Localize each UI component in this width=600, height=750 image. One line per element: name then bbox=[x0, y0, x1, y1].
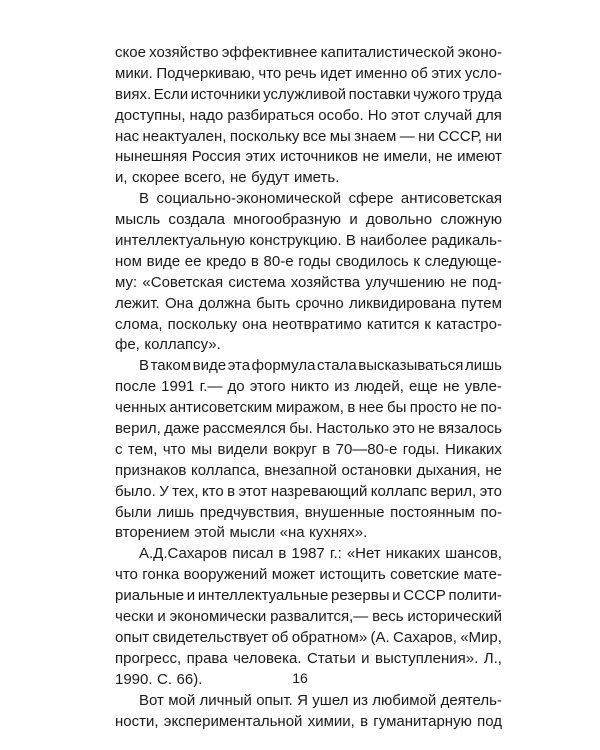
text-line: Вот мой личный опыт. Я ушел из любимой деятель- bbox=[139, 691, 502, 709]
text-line: риальные и интеллектуальные резервы и СССР полити- bbox=[115, 587, 502, 605]
text-line: верил, даже рассмеялся бы. Настолько это не вязалось bbox=[115, 420, 502, 438]
text-line: слома, поскольку она неотвратимо катится к катастро- bbox=[115, 315, 502, 333]
text-line: ности, экспериментальной химии, в гуманитарную под bbox=[115, 712, 502, 730]
text-line: А.Д.Сахаров писал в 1987 г.: «Нет никаких шансов, bbox=[139, 545, 502, 563]
text-line: были лишь предчувствия, внушенные постоянным по- bbox=[115, 503, 502, 521]
paragraph bbox=[115, 691, 502, 733]
text-line: прогресс, права человека. Статьи и выступления». Л., bbox=[115, 649, 502, 667]
paragraph bbox=[115, 43, 502, 189]
text-line: интеллектуальную конструкцию. В наиболее радикаль- bbox=[115, 232, 502, 250]
text-line: фе, коллапсу». bbox=[115, 336, 221, 354]
text-line: и, скорее всего, не будут иметь. bbox=[115, 169, 340, 187]
text-line: опыт свидетельствует об обратном» (А. Сахаров, «Мир, bbox=[115, 628, 502, 646]
text-line: ном виде ее кредо в 80-е годы сводилось к следующе- bbox=[115, 252, 502, 270]
page-number: 16 bbox=[292, 670, 308, 686]
text-line: 1990. С. 66). bbox=[115, 670, 203, 688]
text-line: что гонка вооружений может истощить советские мате- bbox=[115, 566, 502, 584]
text-line: после 1991 г.— до этого никто из людей, еще не увле- bbox=[115, 378, 502, 396]
page-body bbox=[115, 43, 502, 732]
text-line: вторением этой мысли «на кухнях». bbox=[115, 524, 368, 542]
paragraph bbox=[115, 356, 502, 544]
text-line: доступны, надо разбираться особо. Но этот случай для bbox=[115, 106, 502, 124]
text-line: ченных антисоветским миражом, в нее бы просто не по- bbox=[115, 399, 502, 417]
text-line: признаков коллапса, внезапной остановки дыхания, не bbox=[115, 461, 502, 479]
text-line: нас неактуален, поскольку все мы знаем — ни СССР, ни bbox=[115, 127, 502, 145]
text-line: виях. Если источники услужливой поставки чужого труда bbox=[115, 85, 502, 103]
text-line: нынешняя Россия этих источников не имели, не имеют bbox=[115, 148, 502, 166]
text-line: му: «Советская система хозяйства улучшению не под- bbox=[115, 273, 502, 291]
text-line: В социально-экономической сфере антисоветская bbox=[139, 190, 502, 208]
text-line: лежит. Она должна быть срочно ликвидирована путем bbox=[115, 294, 502, 312]
paragraph bbox=[115, 189, 502, 356]
text-line: чески и экономически развалится,— весь исторический bbox=[115, 608, 502, 626]
text-line: ское хозяйство эффективнее капиталистической эконо- bbox=[115, 44, 502, 61]
text-line: мики. Подчеркиваю, что речь идет именно об этих усло- bbox=[115, 64, 502, 82]
text-line: с тем, что мы видели вокруг в 70—80-е годы. Никаких bbox=[115, 440, 502, 458]
text-line: мысль создала многообразную и довольно сложную bbox=[115, 211, 502, 229]
text-line: было. У тех, кто в этот назревающий коллапс верил, это bbox=[115, 482, 502, 500]
text-line: В таком виде эта формула стала высказываться лишь bbox=[139, 357, 502, 375]
